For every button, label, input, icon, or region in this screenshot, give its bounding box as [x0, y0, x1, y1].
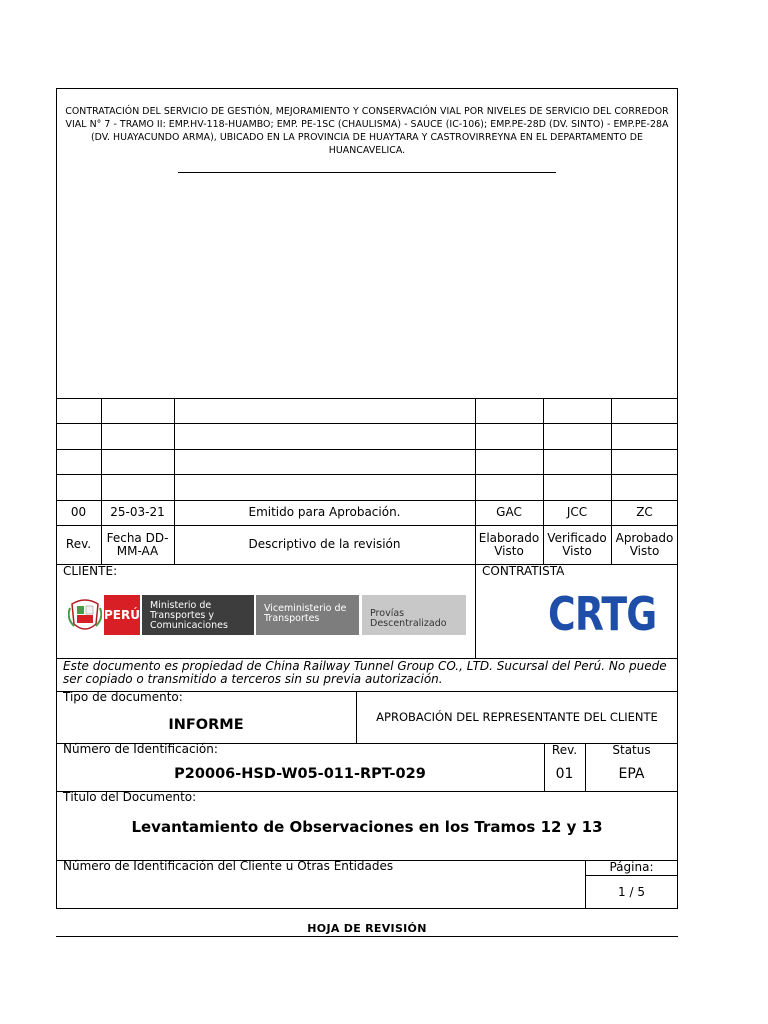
approval-text: APROBACIÓN DEL REPRESENTANTE DEL CLIENTE [376, 709, 658, 724]
title-label: Título del Documento: [63, 790, 197, 804]
table-col-line [101, 398, 102, 564]
table-line [56, 474, 678, 475]
ministerio-logo: Ministerio de Transportes y Comunicaciones [142, 595, 254, 635]
rev-cell: 00 [70, 505, 87, 519]
contractor-label: CONTRATISTA [482, 564, 565, 578]
document-title: Levantamiento de Observaciones en los Tramos 12 y 13 [131, 817, 603, 836]
identification-label: Número de Identificación: [63, 742, 218, 756]
status-value: EPA [618, 765, 645, 782]
date-header: Fecha DD-MM-AA [106, 530, 169, 558]
ownership-notice: Este documento es propiedad de China Railway Tunnel Group CO., LTD. Sucursal del Perú. No puede ser copiado o transmitido a terceros sin su previa autorización. [63, 659, 667, 686]
peru-shield-icon [68, 594, 102, 636]
header-underline [178, 172, 556, 173]
table-line [56, 449, 678, 450]
verificado-header: Verificado Visto [547, 530, 607, 558]
description-header: Descriptivo de la revisión [248, 537, 401, 551]
elaborado-cell: GAC [496, 505, 522, 519]
status-label: Status [612, 742, 651, 757]
aprobado-cell: ZC [636, 505, 653, 519]
section-divider [475, 564, 476, 658]
page-label: Página: [609, 860, 654, 874]
rev-label: Rev. [551, 742, 578, 757]
contract-description: CONTRATACIÓN DEL SERVICIO DE GESTIÓN, MEJORAMIENTO Y CONSERVACIÓN VIAL POR NIVELES DE SERVICIO DEL CORREDOR VIAL N° 7 - TRAMO II: EMP.HV-118-HUAMBO; EMP. PE-1SC (CHAULISMA) - SAUCE (IC-106); EMP.PE-28D (DV. SINTO) - EMP.PE-28A (DV. HUAYACUNDO ARMA), UBICADO EN LA PROVINCIA DE HUAYTARA Y CASTROVIRREYNA EN EL DEPARTAMENTO DE HUANCAVELICA. [65, 106, 669, 156]
provias-logo: Provías Descentralizado [362, 595, 466, 635]
identification-value: P20006-HSD-W05-011-RPT-029 [174, 765, 426, 782]
viceministerio-logo: Viceministerio de Transportes [256, 595, 359, 635]
client-logo [68, 592, 468, 636]
rev-header: Rev. [65, 537, 92, 551]
table-col-line [543, 398, 544, 564]
table-line [56, 564, 678, 565]
client-id-label: Número de Identificación del Cliente u Otras Entidades [63, 859, 394, 873]
table-col-line [475, 398, 476, 564]
peru-logo-box: PERÚ [104, 595, 140, 635]
aprobado-header: Aprobado Visto [615, 530, 674, 558]
footer-line [56, 936, 678, 937]
elaborado-header: Elaborado Visto [478, 530, 540, 558]
revision-sheet-title: HOJA DE REVISIÓN [307, 922, 427, 935]
description-cell: Emitido para Aprobación. [248, 505, 401, 519]
crtg-logo: CRTG [548, 587, 657, 641]
table-line [56, 423, 678, 424]
table-col-line [611, 398, 612, 564]
date-cell: 25-03-21 [110, 505, 165, 519]
document-type-label: Tipo de documento: [63, 690, 183, 704]
document-type-value: INFORME [168, 716, 244, 733]
page-number: 1 / 5 [618, 884, 645, 899]
rev-value: 01 [555, 765, 574, 782]
verificado-cell: JCC [566, 505, 588, 519]
client-label: CLIENTE: [63, 564, 118, 578]
table-line [56, 398, 678, 399]
